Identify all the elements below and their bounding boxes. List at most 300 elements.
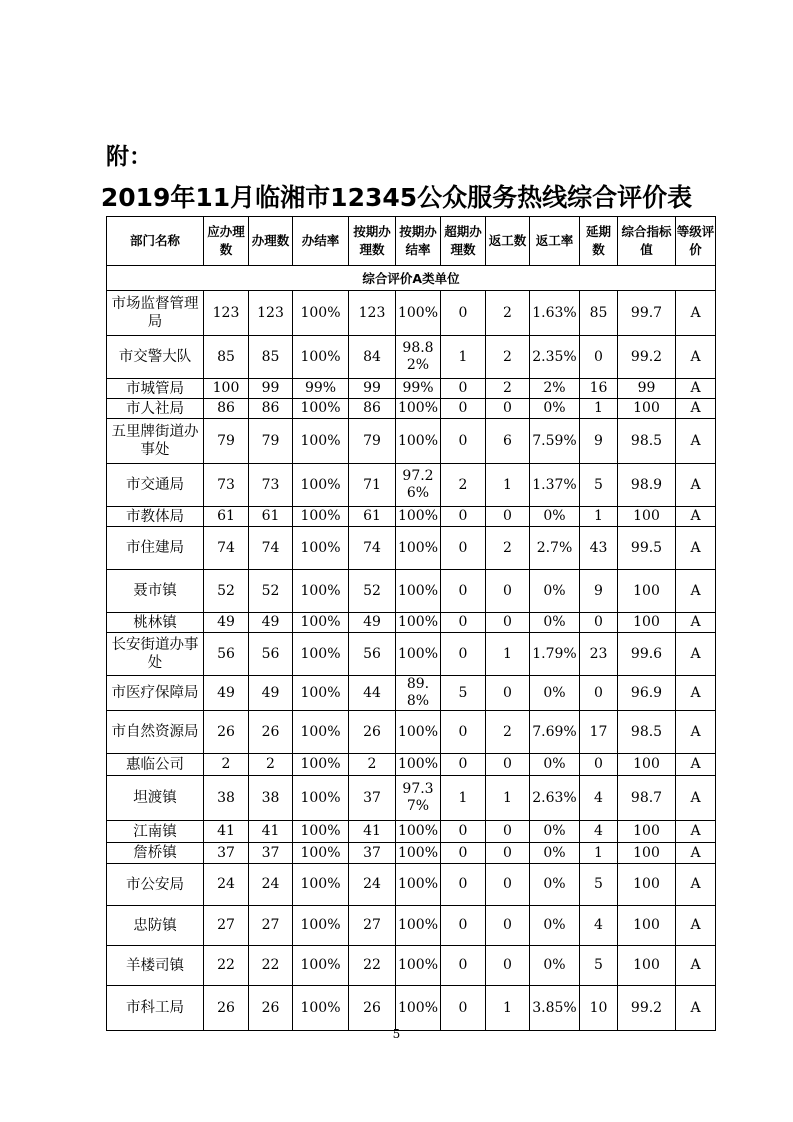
cell-value: 100% [300,645,341,662]
cell-value: A [690,400,701,416]
header-ontime-count: 按期办理数 [349,217,396,266]
cell-extension-count [580,843,618,864]
cell-value: 74 [363,539,381,556]
cell-ontime-rate [396,507,441,527]
cell-value: 1.37% [532,476,577,493]
cell-value: 49 [363,614,381,630]
cell-value: 74 [261,539,280,556]
cell-dept-name [107,986,204,1031]
cell-rework-rate [530,291,580,336]
cell-extension-count [580,711,618,754]
cell-value: 27 [217,917,235,933]
table-row [107,507,716,527]
cell-value: 0 [458,582,468,599]
cell-value: 市科工局 [126,1000,184,1016]
cell-extension-count [580,507,618,527]
cell-rework-rate [530,821,580,843]
cell-value: 4 [594,823,603,839]
cell-composite-index [618,336,676,379]
cell-value: 0 [458,999,468,1016]
cell-value: 100% [397,823,439,839]
cell-grade [676,507,716,527]
cell-rework-rate [530,776,580,821]
cell-ontime-rate [396,464,441,507]
cell-value: 99.7 [630,304,663,321]
cell-dept-name [107,379,204,399]
cell-value: 0 [458,876,468,892]
cell-value: 100% [397,614,439,630]
cell-value: 99% [402,380,434,396]
cell-ontime-rate [396,754,441,776]
cell-due-count [204,336,249,379]
cell-due-count [204,527,249,570]
table-row [107,843,716,864]
cell-ontime-count [349,821,396,843]
page-number: 5 [392,1027,401,1041]
cell-value: 100% [300,476,341,493]
cell-value: 1.63% [532,304,577,321]
cell-ontime-rate [396,570,441,613]
cell-extension-count [580,379,618,399]
cell-value: 24 [261,876,280,892]
cell-value: 100 [633,614,660,630]
cell-value: 0 [458,380,468,396]
cell-composite-index [618,291,676,336]
cell-value: 7.69% [532,723,577,740]
cell-value: 2 [503,723,512,740]
cell-composite-index [618,821,676,843]
cell-ontime-rate [396,633,441,676]
cell-rework-rate [530,507,580,527]
cell-value: 0 [503,756,512,772]
page-title: 2019年11月临湘市12345公众服务热线综合评价表 [100,183,693,212]
cell-handled-count [249,291,293,336]
cell-value: 市人社局 [126,400,184,417]
cell-rework-rate [530,379,580,399]
cell-value: 26 [217,723,235,740]
cell-value: 100 [633,582,660,599]
cell-completion-rate [293,633,349,676]
cell-value: 0 [458,823,468,839]
cell-ontime-rate [396,986,441,1031]
cell-completion-rate [293,379,349,399]
cell-grade [676,336,716,379]
cell-value: 0 [503,400,512,416]
header-completion-rate: 办结率 [293,217,349,266]
cell-value: 0 [594,756,603,772]
table-row [107,291,716,336]
cell-completion-rate [293,676,349,711]
cell-value: 1 [503,645,512,662]
cell-value: 0 [458,304,468,321]
cell-dept-name [107,291,204,336]
cell-value: 100% [397,432,439,449]
cell-value: 100% [300,957,341,973]
cell-value: 0% [543,756,566,772]
cell-value: 17 [589,723,608,740]
cell-overdue-count [441,711,486,754]
cell-value: 49 [217,614,235,630]
cell-extension-count [580,291,618,336]
cell-extension-count [580,399,618,419]
cell-ontime-count [349,986,396,1031]
cell-grade [676,399,716,419]
cell-value: 74 [217,539,235,556]
cell-value: 0 [458,756,468,772]
table-row [107,527,716,570]
cell-ontime-count [349,864,396,906]
cell-completion-rate [293,906,349,946]
cell-value: 86 [261,400,280,416]
cell-value: 0 [458,400,468,416]
cell-rework-count [486,821,530,843]
cell-due-count [204,633,249,676]
cell-value: 24 [217,876,235,892]
cell-ontime-count [349,336,396,379]
header-ontime-rate: 按期办结率 [396,217,441,266]
cell-value: 0 [503,917,512,933]
cell-dept-name [107,754,204,776]
cell-value: A [690,645,701,662]
cell-value: 100% [397,400,439,416]
cell-value: 100% [300,876,341,892]
cell-rework-count [486,527,530,570]
cell-value: 0 [458,432,468,449]
cell-ontime-rate [396,821,441,843]
cell-overdue-count [441,946,486,986]
cell-value: 23 [589,645,608,662]
cell-value: 97.26% [402,468,434,501]
cell-rework-rate [530,633,580,676]
cell-value: 100% [397,539,439,556]
cell-value: 73 [217,476,235,493]
cell-value: 坦渡镇 [133,790,177,806]
cell-grade [676,676,716,711]
cell-handled-count [249,676,293,711]
header-dept-name: 部门名称 [107,217,204,266]
cell-dept-name [107,399,204,419]
cell-value: 100% [300,432,341,449]
cell-value: 85 [589,304,608,321]
cell-rework-rate [530,754,580,776]
cell-rework-count [486,613,530,633]
cell-rework-count [486,946,530,986]
cell-dept-name [107,946,204,986]
cell-rework-count [486,843,530,864]
cell-value: 100% [397,999,439,1016]
cell-dept-name [107,711,204,754]
cell-value: 24 [363,876,381,892]
cell-due-count [204,464,249,507]
cell-grade [676,419,716,464]
cell-value: 江南镇 [133,823,177,840]
cell-value: 市自然资源局 [111,724,199,740]
cell-value: 99.5 [630,539,663,556]
cell-dept-name [107,906,204,946]
cell-handled-count [249,527,293,570]
table-row [107,711,716,754]
cell-ontime-count [349,946,396,986]
cell-value: A [690,876,701,892]
cell-completion-rate [293,946,349,986]
cell-ontime-rate [396,419,441,464]
cell-due-count [204,946,249,986]
cell-rework-count [486,906,530,946]
cell-value: 100 [212,380,240,396]
cell-due-count [204,843,249,864]
cell-overdue-count [441,906,486,946]
cell-value: 99.6 [630,645,663,662]
cell-handled-count [249,507,293,527]
cell-due-count [204,754,249,776]
cell-value: 1 [503,789,512,806]
cell-value: 0% [543,508,566,524]
cell-value: 惠临公司 [126,756,184,773]
cell-extension-count [580,464,618,507]
cell-value: 38 [261,789,280,806]
cell-value: 86 [217,400,235,416]
cell-due-count [204,507,249,527]
cell-value: 0% [543,957,566,973]
cell-overdue-count [441,291,486,336]
cell-value: 0% [543,876,566,892]
cell-rework-rate [530,906,580,946]
cell-value: 0 [503,876,512,892]
cell-value: 长安街道办事处 [111,637,199,671]
cell-due-count [204,711,249,754]
cell-extension-count [580,419,618,464]
cell-value: 100% [300,823,341,839]
cell-value: 56 [363,645,381,662]
cell-composite-index [618,754,676,776]
cell-grade [676,633,716,676]
cell-grade [676,464,716,507]
cell-value: 5 [458,684,468,701]
cell-rework-count [486,776,530,821]
cell-value: 37 [363,789,381,806]
cell-handled-count [249,711,293,754]
cell-handled-count [249,906,293,946]
cell-value: 2 [503,304,512,321]
cell-dept-name [107,843,204,864]
cell-value: 市交警大队 [118,349,192,365]
cell-handled-count [249,776,293,821]
cell-value: 市医疗保障局 [111,685,199,701]
cell-value: A [690,508,701,524]
cell-value: 9 [594,582,603,599]
cell-value: 2 [266,756,275,772]
cell-value: 61 [217,508,235,524]
cell-value: 羊楼司镇 [126,957,184,974]
cell-rework-count [486,986,530,1031]
cell-value: A [690,476,701,493]
cell-value: 1 [594,844,603,861]
cell-grade [676,754,716,776]
cell-value: 市场监督管理局 [111,296,199,330]
cell-value: 41 [261,823,280,839]
cell-value: 10 [589,999,608,1016]
cell-value: 49 [261,614,280,630]
cell-value: A [690,539,701,556]
cell-composite-index [618,711,676,754]
cell-ontime-count [349,613,396,633]
cell-value: 89.8% [406,676,430,709]
cell-handled-count [249,946,293,986]
cell-dept-name [107,527,204,570]
cell-dept-name [107,676,204,711]
cell-ontime-rate [396,843,441,864]
cell-value: 38 [217,789,235,806]
cell-value: 0% [543,614,566,630]
cell-value: 37 [363,844,381,861]
cell-due-count [204,906,249,946]
cell-value: 2 [221,756,231,772]
cell-extension-count [580,821,618,843]
cell-extension-count [580,776,618,821]
cell-ontime-rate [396,527,441,570]
cell-value: 100% [300,844,341,861]
cell-value: A [690,432,701,449]
cell-value: 0 [458,957,468,973]
cell-value: 97.37% [402,781,434,814]
cell-composite-index [618,946,676,986]
cell-composite-index [618,633,676,676]
cell-extension-count [580,527,618,570]
cell-value: 52 [261,582,280,599]
cell-ontime-count [349,527,396,570]
cell-grade [676,864,716,906]
cell-value: 0% [543,823,566,839]
cell-value: 2.63% [532,789,577,806]
cell-value: 56 [217,645,235,662]
cell-value: 0 [503,508,512,524]
cell-value: 0 [458,645,468,662]
cell-value: 5 [594,957,603,973]
cell-handled-count [249,864,293,906]
table-row [107,336,716,379]
cell-composite-index [618,570,676,613]
cell-value: 2% [543,380,566,396]
cell-ontime-count [349,570,396,613]
cell-value: 100 [633,508,660,524]
cell-composite-index [618,399,676,419]
cell-composite-index [618,379,676,399]
cell-value: 100% [397,756,439,772]
cell-value: 99 [261,380,280,396]
table-row [107,986,716,1031]
cell-value: 100% [300,614,341,630]
cell-value: 1 [458,789,468,806]
cell-value: 79 [363,432,381,449]
cell-value: 100% [300,348,341,365]
cell-value: 85 [217,348,235,365]
cell-value: 0 [458,917,468,933]
cell-composite-index [618,776,676,821]
cell-dept-name [107,336,204,379]
cell-ontime-count [349,379,396,399]
cell-grade [676,906,716,946]
cell-extension-count [580,570,618,613]
cell-ontime-rate [396,379,441,399]
cell-value: A [690,723,701,740]
cell-due-count [204,776,249,821]
cell-composite-index [618,527,676,570]
cell-value: 0% [543,684,566,701]
cell-handled-count [249,570,293,613]
cell-rework-count [486,507,530,527]
cell-rework-rate [530,419,580,464]
cell-value: A [690,823,701,839]
cell-grade [676,613,716,633]
cell-composite-index [618,843,676,864]
cell-value: 市公安局 [126,876,184,893]
cell-ontime-count [349,906,396,946]
cell-rework-rate [530,711,580,754]
table-row [107,821,716,843]
cell-dept-name [107,507,204,527]
cell-overdue-count [441,399,486,419]
cell-value: 0% [543,582,566,599]
cell-value: 100% [300,684,341,701]
cell-value: 37 [217,844,235,861]
cell-value: 0% [543,917,566,933]
cell-completion-rate [293,291,349,336]
cell-dept-name [107,633,204,676]
cell-value: 0% [543,400,566,416]
cell-ontime-count [349,464,396,507]
cell-ontime-rate [396,711,441,754]
cell-ontime-rate [396,776,441,821]
cell-ontime-count [349,507,396,527]
cell-due-count [204,570,249,613]
cell-overdue-count [441,821,486,843]
header-composite-index: 综合指标值 [618,217,676,266]
attachment-label: 附： [106,144,152,170]
cell-value: 71 [363,476,381,493]
cell-value: 85 [261,348,280,365]
cell-overdue-count [441,464,486,507]
cell-composite-index [618,864,676,906]
cell-ontime-rate [396,399,441,419]
cell-value: 84 [363,348,381,365]
cell-value: 100% [397,723,439,740]
cell-extension-count [580,946,618,986]
cell-due-count [204,419,249,464]
header-due-count: 应办理数 [204,217,249,266]
cell-value: 26 [363,999,381,1016]
cell-completion-rate [293,754,349,776]
cell-value: 22 [261,957,280,973]
cell-value: 52 [217,582,235,599]
table-row [107,419,716,464]
cell-value: 27 [363,917,381,933]
cell-value: 100% [397,917,439,933]
cell-value: 0 [503,844,512,861]
cell-composite-index [618,507,676,527]
cell-overdue-count [441,527,486,570]
cell-value: 100 [633,823,660,839]
cell-value: 0 [503,823,512,839]
cell-handled-count [249,821,293,843]
cell-ontime-count [349,633,396,676]
cell-grade [676,570,716,613]
cell-value: 98.5 [630,723,663,740]
cell-value: 市住建局 [126,540,184,556]
cell-value: 73 [261,476,280,493]
cell-handled-count [249,633,293,676]
cell-completion-rate [293,570,349,613]
table-row [107,946,716,986]
